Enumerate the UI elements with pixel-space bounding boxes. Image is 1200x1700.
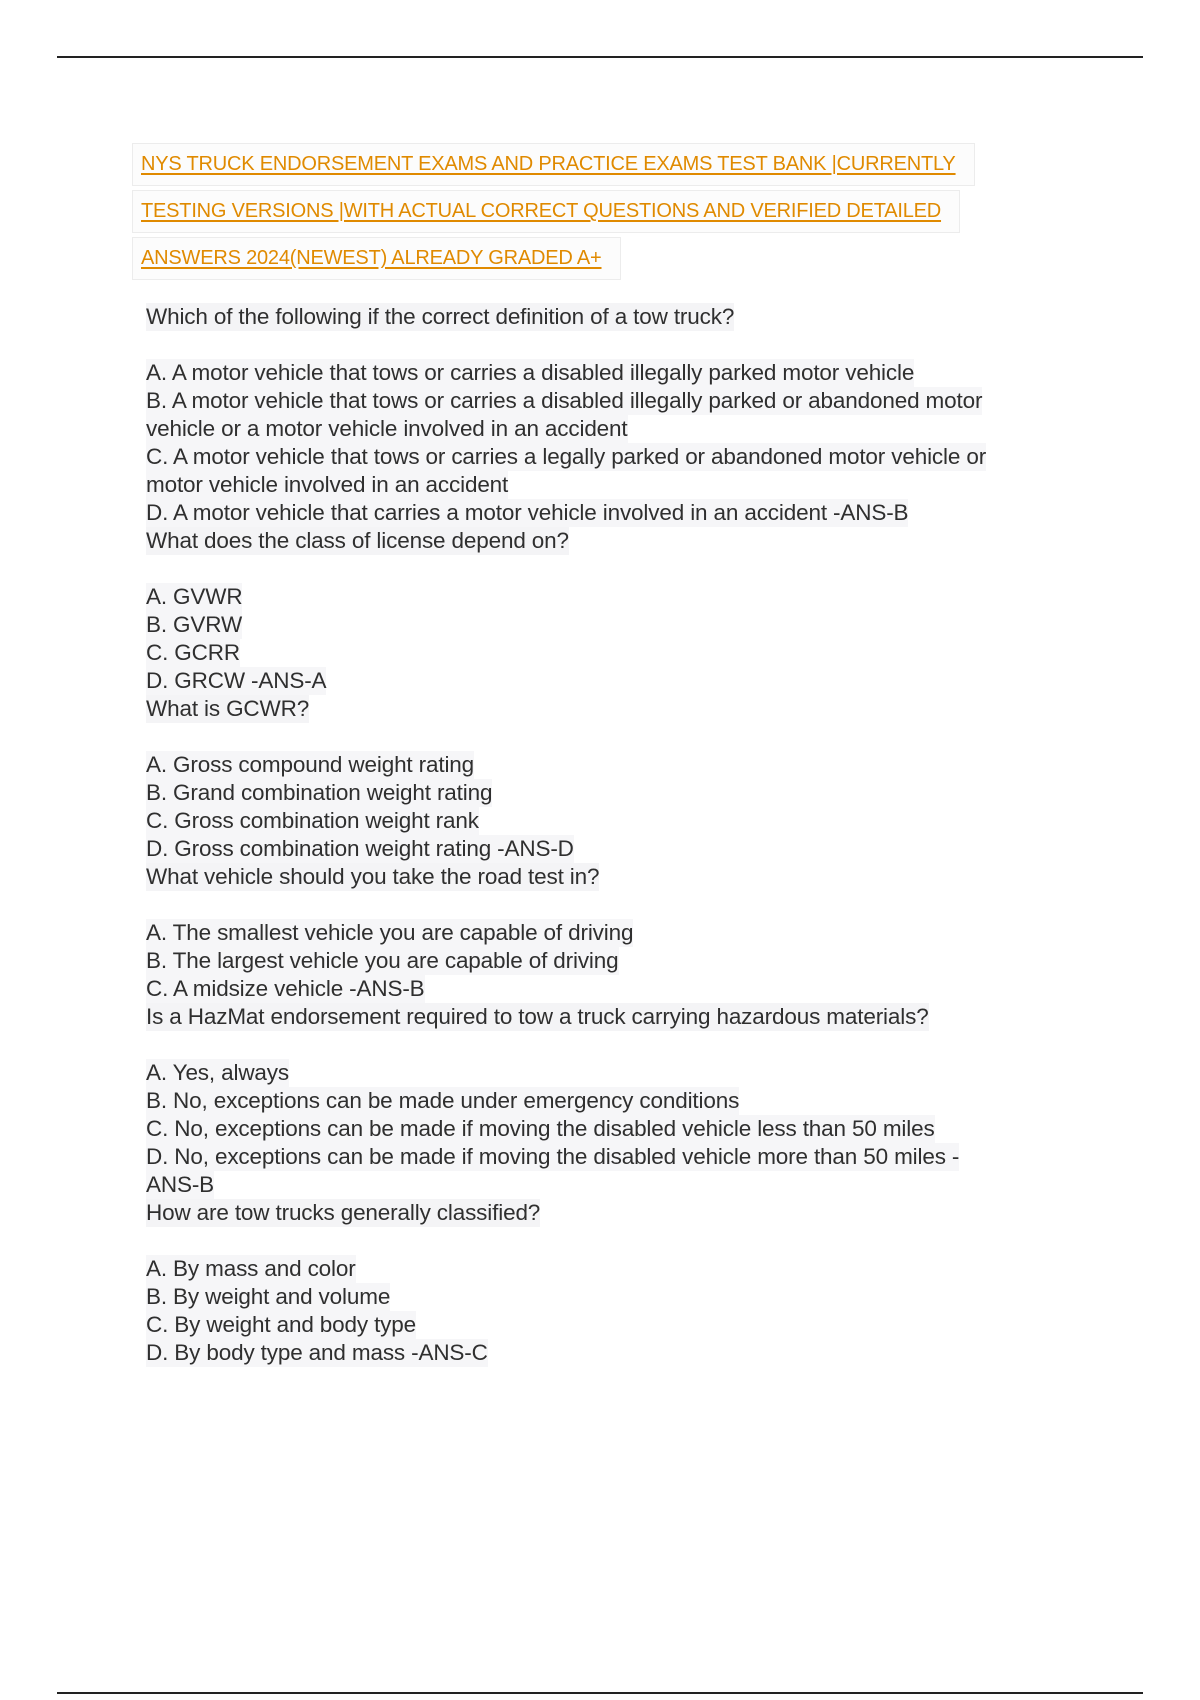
title-line [132,143,975,186]
answer-line: D. A motor vehicle that carries a motor vehicle involved in an accident -ANS-B [146,500,909,525]
answer-line: B. No, exceptions can be made under emergency conditions [146,1088,740,1113]
spacer [146,1227,1066,1255]
answer-line: C. A motor vehicle that tows or carries a legally parked or abandoned motor vehicle or [146,444,987,469]
title-line [132,237,621,280]
title-link[interactable]: ANSWERS 2024(NEWEST) ALREADY GRADED A+ [141,247,602,269]
answer-line: C. No, exceptions can be made if moving the disabled vehicle less than 50 miles [146,1116,935,1141]
question-block [146,1003,1066,1199]
answer-line: C. A midsize vehicle -ANS-B [146,976,425,1001]
answer-line: B. A motor vehicle that tows or carries a disabled illegally parked or abandoned motor [146,388,983,413]
answer-line: A. Gross compound weight rating [146,752,475,777]
title-link[interactable]: TESTING VERSIONS |WITH ACTUAL CORRECT QUESTIONS AND VERIFIED DETAILED [141,200,942,222]
answer-line: B. GVRW [146,612,243,637]
answer-line: C. By weight and body type [146,1312,417,1337]
question-list [146,303,1066,1367]
answer-line: B. Grand combination weight rating [146,780,493,805]
answer-line: D. Gross combination weight rating -ANS-D [146,836,574,861]
answer-line: B. The largest vehicle you are capable of driving [146,948,619,973]
title-line [132,190,960,233]
question-text: What is GCWR? [146,696,310,721]
spacer [146,1031,1066,1059]
spacer [146,555,1066,583]
spacer [146,891,1066,919]
answer-line: ANS-B [146,1172,215,1197]
question-text: How are tow trucks generally classified? [146,1200,541,1225]
answer-line: C. Gross combination weight rank [146,808,479,833]
answer-line: B. By weight and volume [146,1284,391,1309]
answer-line: A. GVWR [146,584,243,609]
answer-line: D. No, exceptions can be made if moving the disabled vehicle more than 50 miles - [146,1144,960,1169]
question-block [146,863,1066,1003]
document-title [132,143,1052,284]
answer-line: A. A motor vehicle that tows or carries a disabled illegally parked motor vehicle [146,360,915,385]
question-block [146,1199,1066,1367]
question-block [146,303,1066,527]
question-text: Which of the following if the correct definition of a tow truck? [146,304,735,329]
question-text: What vehicle should you take the road test in? [146,864,600,889]
answer-line: C. GCRR [146,640,240,665]
answer-line: motor vehicle involved in an accident [146,472,509,497]
answer-line: vehicle or a motor vehicle involved in an accident [146,416,628,441]
header-rule [57,56,1143,58]
spacer [146,331,1066,359]
answer-line: A. The smallest vehicle you are capable of driving [146,920,634,945]
answer-line: A. By mass and color [146,1256,356,1281]
answer-line: D. By body type and mass -ANS-C [146,1340,488,1365]
question-text: Is a HazMat endorsement required to tow a truck carrying hazardous materials? [146,1004,929,1029]
spacer [146,723,1066,751]
title-link[interactable]: NYS TRUCK ENDORSEMENT EXAMS AND PRACTICE EXAMS TEST BANK |CURRENTLY [141,153,956,175]
question-block [146,695,1066,863]
answer-line: A. Yes, always [146,1060,289,1085]
question-text: What does the class of license depend on? [146,528,569,553]
answer-line: D. GRCW -ANS-A [146,668,327,693]
footer-rule [57,1692,1143,1694]
question-block [146,527,1066,695]
